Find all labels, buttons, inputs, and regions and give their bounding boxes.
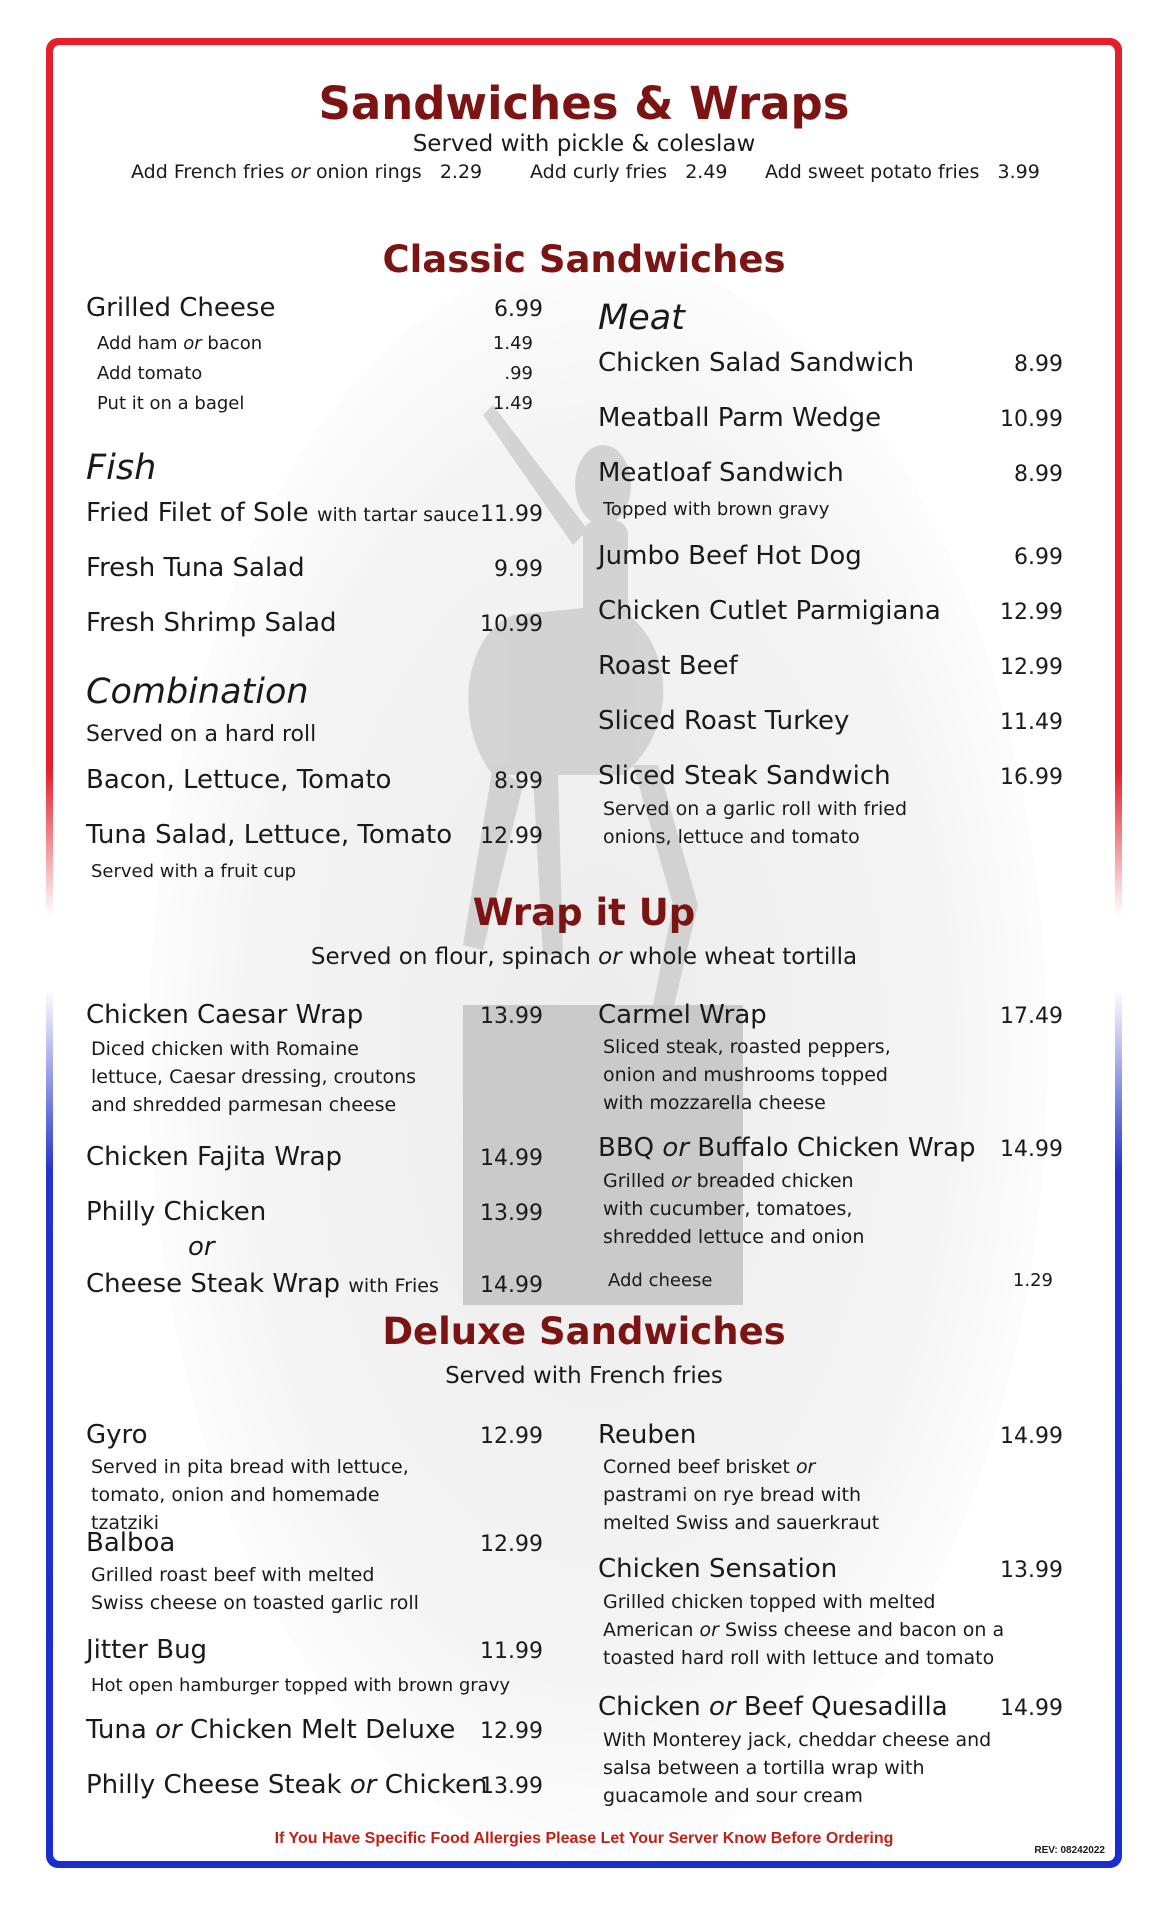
add-cheese-price: 1.29	[1012, 1270, 1053, 1291]
menu-border	[46, 38, 1122, 1868]
chicken-sensation-name: Chicken Sensation	[598, 1554, 838, 1584]
combination-subtitle: Served on a hard roll	[86, 722, 317, 747]
fish-item-price: 9.99	[494, 557, 543, 582]
combination-item-desc: Served with a fruit cup	[91, 861, 297, 882]
philly-chicken-price: 13.99	[480, 1201, 543, 1226]
grilled-cheese-name: Grilled Cheese	[86, 293, 276, 323]
meat-item-name: Chicken Salad Sandwich	[598, 348, 915, 378]
deluxe-item-name: Balboa	[86, 1528, 176, 1558]
quesadilla-desc: With Monterey jack, cheddar cheese and salsa between a tortilla wrap with guacamole and sour cream	[603, 1729, 992, 1807]
add-cheese-label: Add cheese	[608, 1270, 713, 1291]
fish-item-price: 11.99	[480, 502, 543, 527]
deluxe-item-name: Gyro	[86, 1420, 148, 1450]
philly-cheese-steak-name: Philly Cheese Steak or Chicken	[86, 1770, 488, 1800]
meat-item-price: 10.99	[1000, 407, 1063, 432]
classic-sandwiches-heading: Classic Sandwiches	[382, 238, 786, 281]
wrap-item-price: 13.99	[480, 1004, 543, 1029]
philly-cheese-steak-price: 13.99	[480, 1774, 543, 1799]
reuben-desc: Corned beef brisket or pastrami on rye bread with melted Swiss and sauerkraut	[603, 1456, 880, 1534]
fish-item-price: 10.99	[480, 612, 543, 637]
wrap-item-desc: Sliced steak, roasted peppers, onion and mushrooms topped with mozzarella cheese	[603, 1036, 891, 1114]
grilled-cheese-price: 6.99	[494, 297, 543, 322]
addon-sweet-potato-fries: Add sweet potato fries 3.99	[765, 161, 1040, 183]
quesadilla-price: 14.99	[1000, 1696, 1063, 1721]
wrap-item-price: 17.49	[1000, 1004, 1063, 1029]
deluxe-item-price: 12.99	[480, 1532, 543, 1557]
bbq-wrap-name: BBQ or Buffalo Chicken Wrap	[598, 1133, 976, 1163]
deluxe-item-desc: Grilled roast beef with melted Swiss cheese on toasted garlic roll	[91, 1564, 419, 1614]
meat-heading: Meat	[598, 298, 685, 338]
addon-french-fries: Add French fries or onion rings 2.29	[131, 161, 483, 183]
meat-item-price: 12.99	[1000, 655, 1063, 680]
meat-item-name: Meatloaf Sandwich	[598, 458, 844, 488]
revision-code: REV: 08242022	[1034, 1845, 1105, 1856]
philly-or: or	[188, 1232, 215, 1262]
meat-item-price: 8.99	[1014, 462, 1063, 487]
bbq-wrap-price: 14.99	[1000, 1137, 1063, 1162]
wrap-heading: Wrap it Up	[472, 891, 696, 934]
meat-item-price: 16.99	[1000, 765, 1063, 790]
deluxe-item-price: 11.99	[480, 1639, 543, 1664]
wrap-subtitle: Served on flour, spinach or whole wheat tortilla	[310, 944, 858, 970]
combination-item-price: 8.99	[494, 769, 543, 794]
quesadilla-name: Chicken or Beef Quesadilla	[598, 1692, 948, 1722]
extra-ham-bacon: Add ham or bacon	[97, 333, 263, 354]
deluxe-item-name: Jitter Bug	[86, 1635, 208, 1665]
wrap-item-name: Chicken Fajita Wrap	[86, 1142, 343, 1172]
cheese-steak-wrap-price: 14.99	[480, 1273, 543, 1298]
meat-item-price: 12.99	[1000, 600, 1063, 625]
meat-item-desc: Topped with brown gravy	[603, 499, 830, 520]
fish-item-name: Fried Filet of Sole with tartar sauce	[86, 498, 479, 528]
cheese-steak-wrap-name: Cheese Steak Wrap with Fries	[86, 1269, 439, 1299]
allergy-notice: If You Have Specific Food Allergies Please Let Your Server Know Before Ordering	[274, 1830, 894, 1847]
meat-item-desc: Served on a garlic roll with fried onions, lettuce and tomato	[603, 798, 908, 848]
meat-item-price: 11.49	[1000, 710, 1063, 735]
page-title: Sandwiches & Wraps	[318, 77, 850, 130]
deluxe-item-price: 12.99	[480, 1424, 543, 1449]
meat-item-price: 6.99	[1014, 545, 1063, 570]
combination-item-name: Tuna Salad, Lettuce, Tomato	[86, 820, 453, 850]
meat-item-name: Roast Beef	[598, 651, 738, 681]
meat-item-name: Jumbo Beef Hot Dog	[598, 541, 862, 571]
philly-chicken-name: Philly Chicken	[86, 1197, 267, 1227]
reuben-price: 14.99	[1000, 1424, 1063, 1449]
deluxe-item-desc: Hot open hamburger topped with brown gravy	[91, 1675, 510, 1696]
combination-heading: Combination	[86, 672, 309, 712]
reuben-name: Reuben	[598, 1420, 697, 1450]
wrap-item-desc: Diced chicken with Romaine lettuce, Caesar dressing, croutons and shredded parmesan cheese	[91, 1038, 417, 1116]
meat-item-name: Sliced Roast Turkey	[598, 706, 850, 736]
combination-item-name: Bacon, Lettuce, Tomato	[86, 765, 392, 795]
extra-tomato-price: .99	[504, 363, 533, 384]
meat-item-name: Meatball Parm Wedge	[598, 403, 882, 433]
extra-bagel: Put it on a bagel	[97, 393, 245, 414]
wrap-item-price: 14.99	[480, 1146, 543, 1171]
wrap-item-name: Carmel Wrap	[598, 1000, 767, 1030]
bbq-wrap-desc: Grilled or breaded chicken with cucumber, tomatoes, shredded lettuce and onion	[603, 1170, 865, 1248]
extra-ham-bacon-price: 1.49	[492, 333, 533, 354]
menu-page	[53, 45, 1115, 1861]
fish-item-name: Fresh Tuna Salad	[86, 553, 305, 583]
tuna-melt-name: Tuna or Chicken Melt Deluxe	[86, 1715, 456, 1745]
fish-item-name: Fresh Shrimp Salad	[86, 608, 337, 638]
deluxe-subtitle: Served with French fries	[445, 1363, 723, 1389]
tuna-melt-price: 12.99	[480, 1719, 543, 1744]
extra-tomato: Add tomato	[97, 363, 203, 384]
deluxe-item-desc: Served in pita bread with lettuce, tomato, onion and homemade tzatziki	[91, 1456, 409, 1534]
combination-item-price: 12.99	[480, 824, 543, 849]
meat-item-name: Chicken Cutlet Parmigiana	[598, 596, 941, 626]
fish-heading: Fish	[86, 448, 157, 488]
meat-item-price: 8.99	[1014, 352, 1063, 377]
chicken-sensation-desc: Grilled chicken topped with melted American or Swiss cheese and bacon on a toasted hard roll with lettuce and tomato	[603, 1591, 1005, 1669]
chicken-sensation-price: 13.99	[1000, 1558, 1063, 1583]
served-with-note: Served with pickle & coleslaw	[412, 131, 756, 157]
meat-item-name: Sliced Steak Sandwich	[598, 761, 891, 791]
extra-bagel-price: 1.49	[492, 393, 533, 414]
wrap-item-name: Chicken Caesar Wrap	[86, 1000, 364, 1030]
addon-curly-fries: Add curly fries 2.49	[530, 161, 728, 183]
deluxe-heading: Deluxe Sandwiches	[382, 1310, 786, 1353]
